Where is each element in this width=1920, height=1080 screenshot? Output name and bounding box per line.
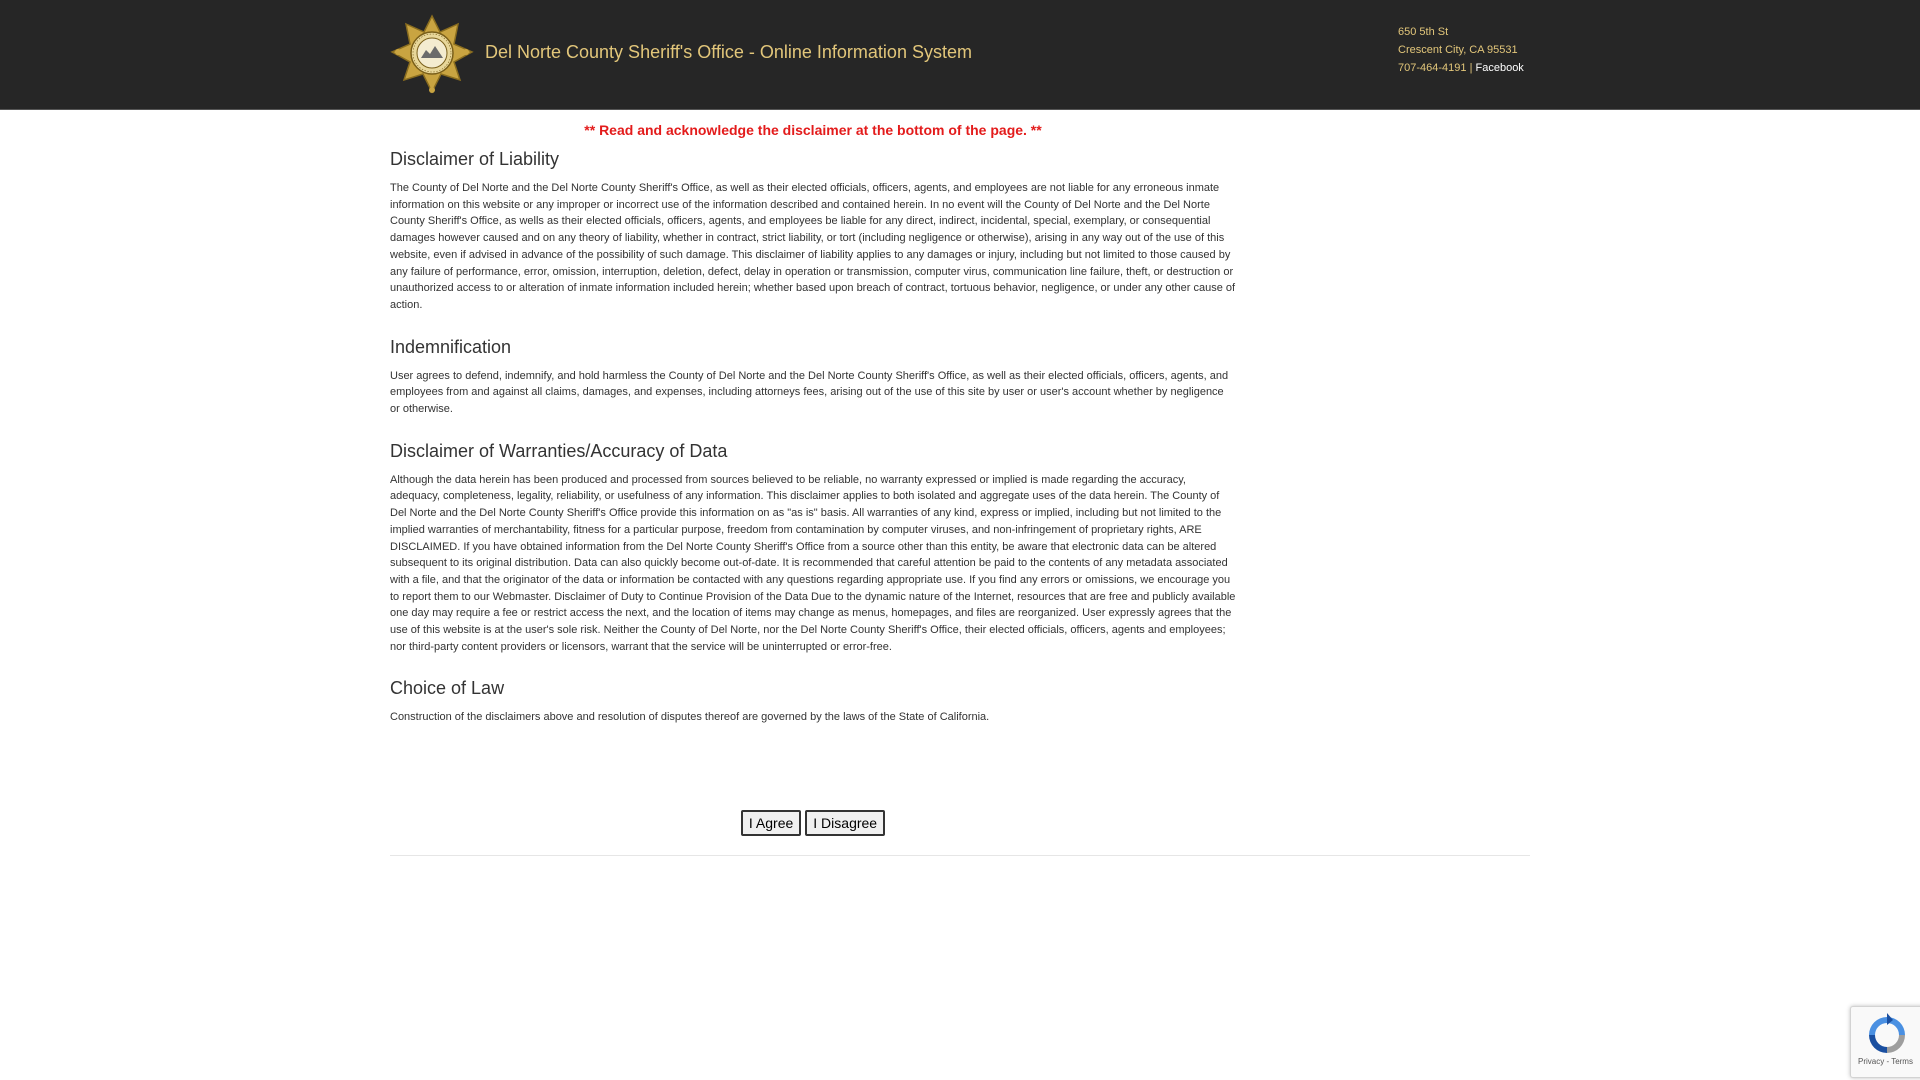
section-heading-choice-of-law: Choice of Law [390, 678, 505, 699]
contact-info [1398, 23, 1530, 77]
facebook-link[interactable]: Facebook [1475, 62, 1524, 74]
section-heading-liability: Disclaimer of Liability [390, 149, 560, 169]
sheriff-star-badge-icon[interactable] [390, 14, 474, 94]
section-body-choice-of-law: Construction of the disclaimers above and resolution of disputes thereof are governed by the laws of the State of California. [390, 711, 990, 724]
section-heading-warranties: Disclaimer of Warranties/Accuracy of Data [390, 440, 728, 461]
phone-line [1398, 59, 1530, 77]
section-heading-indemnification: Indemnification [390, 336, 512, 357]
disclaimer-sections [390, 148, 1236, 748]
site-header [0, 0, 1920, 110]
recaptcha-badge[interactable] [1850, 1006, 1920, 1078]
header-inner [390, 0, 1530, 110]
acknowledge-buttons [390, 810, 1236, 836]
section-body-indemnification: User agrees to defend, indemnify, and hold harmless the County of Del Norte and the Del Norte County Sheriff's Office, as well as their elected officials, officers, agents, and employees from and against all claims, damages, and expenses, including attorneys fees, arising out of the use of this site by user or user's account whether by negligence or otherwise. [390, 369, 1229, 416]
recaptcha-links[interactable]: Privacy - Terms [1858, 1057, 1913, 1066]
contact-separator: | [1469, 62, 1473, 74]
address-line-1: 650 5th St [1398, 26, 1449, 38]
section-body-liability: The County of Del Norte and the Del Norte County Sheriff's Office, as well as their elected officials, officers, agents, and employees are not liable for any erroneous inmate information on this website or any improper or incorrect use of the information described and contained herein. In no event will the County of Del Norte and the Del Norte County Sheriff's Office, as wells as their elected officials, officers, agents, and employees be liable for any direct, indirect, incidental, special, exemplary, or consequential damages however caused and on any theory of liability, whether in contract, strict liability, or tort (including negligence or otherwise), arising in any way out of the use of this website, even if advised in advance of the possibility of such damage. This disclaimer of liability applies to any damages or injury, including but not limited to those caused by any failure of performance, error, omission, interruption, deletion, defect, delay in operation or transmission, computer virus, communication line failure, theft, or destruction or unauthorized access to or alteration of inmate information included herein; whether based upon breach of contract, tortuous behavior, negligence, or under any other cause of action. [390, 182, 1236, 311]
address-line-2: Crescent City, CA 95531 [1398, 44, 1518, 56]
recaptcha-icon [1865, 1013, 1909, 1057]
footer-divider [390, 855, 1530, 856]
agree-button[interactable]: I Agree [741, 810, 801, 836]
section-body-warranties: Although the data herein has been produced and processed from sources believed to be reliable, no warranty expressed or implied is made regarding the accuracy, adequacy, completeness, legality, reliability, or usefulness of any information. This disclaimer applies to both isolated and aggregate uses of the data herein. The County of Del Norte and the Del Norte County Sheriff's Office provide this information on as "as is" basis. All warranties of any kind, express or implied, including but not limited to the implied warranties of merchantability, fitness for a particular purpose, freedom from contamination by computer viruses, and non-infringement of proprietary rights, ARE DISCLAIMED. If you have obtained information from the Del Norte County Sheriff's Office from a source other than this entity, be aware that electronic data can be altered subsequent to its original distribution. Data can also quickly become out-of-date. It is recommended that careful attention be paid to the contents of any metadata associated with a file, and that the originator of the data or information be contacted with any questions regarding appropriate use. If you find any errors or omissions, we encourage you to report them to our Webmaster. Disclaimer of Duty to Continue Provision of the Data Due to the dynamic nature of the Internet, resources that are free and publicly available one day may require a fee or restrict access the next, and the location of items may change as menus, homepages, and files are reorganized. User expressly agrees that the use of this website is at the user's sole risk. Neither the County of Del Norte, nor the Del Norte County Sheriff's Office, their elected officials, officers, agents and employees; nor third-party content providers or licensors, warrant that the service will be uninterrupted or error-free. [390, 473, 1236, 653]
disclaimer-notice: ** Read and acknowledge the disclaimer at the bottom of the page. ** [584, 122, 1042, 138]
disagree-button[interactable]: I Disagree [805, 810, 885, 836]
phone-number: 707-464-4191 [1398, 62, 1467, 74]
site-title: Del Norte County Sheriff's Office - Online Information System [485, 42, 972, 62]
